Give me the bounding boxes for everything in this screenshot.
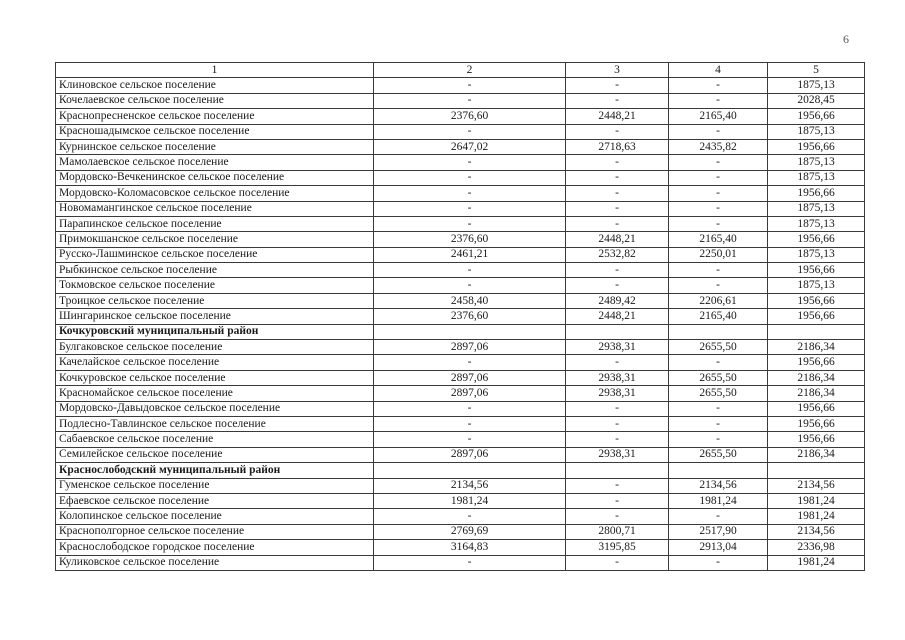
value-cell-c2: - bbox=[374, 355, 566, 370]
value-cell-c3: - bbox=[566, 216, 669, 231]
value-cell-c4: 2655,50 bbox=[669, 447, 768, 462]
value-cell-c5: 1981,24 bbox=[768, 555, 865, 570]
value-cell-c5: 2186,34 bbox=[768, 370, 865, 385]
column-header-2: 2 bbox=[374, 63, 566, 78]
settlement-name: Красношадымское сельское поселение bbox=[56, 124, 374, 139]
table-row bbox=[56, 447, 865, 462]
table-row bbox=[56, 278, 865, 293]
table-row bbox=[56, 139, 865, 154]
settlement-name: Парапинское сельское поселение bbox=[56, 216, 374, 231]
value-cell-c2: - bbox=[374, 401, 566, 416]
value-cell-c5: 1875,13 bbox=[768, 278, 865, 293]
value-cell-c2: - bbox=[374, 432, 566, 447]
column-header-3: 3 bbox=[566, 63, 669, 78]
value-cell-c4: 2517,90 bbox=[669, 524, 768, 539]
value-cell-c5: 1956,66 bbox=[768, 293, 865, 308]
settlement-name: Качелайское сельское поселение bbox=[56, 355, 374, 370]
value-cell-c2: 2897,06 bbox=[374, 447, 566, 462]
value-cell-c4: - bbox=[669, 355, 768, 370]
value-cell-c3: - bbox=[566, 432, 669, 447]
value-cell-c4: 2435,82 bbox=[669, 139, 768, 154]
value-cell-c4: - bbox=[669, 124, 768, 139]
value-cell-c5: 2186,34 bbox=[768, 447, 865, 462]
value-cell-c4: - bbox=[669, 201, 768, 216]
value-cell-c4: - bbox=[669, 416, 768, 431]
value-cell-c5: 1875,13 bbox=[768, 247, 865, 262]
settlement-name: Куликовское сельское поселение bbox=[56, 555, 374, 570]
settlement-name: Мордовско-Коломасовское сельское поселение bbox=[56, 186, 374, 201]
table-row bbox=[56, 78, 865, 93]
value-cell-c2: 1981,24 bbox=[374, 493, 566, 508]
value-cell-c4: - bbox=[669, 78, 768, 93]
value-cell-c2: 2458,40 bbox=[374, 293, 566, 308]
value-cell-c5: 2186,34 bbox=[768, 340, 865, 355]
table-row bbox=[56, 309, 865, 324]
value-cell-c3: 2938,31 bbox=[566, 447, 669, 462]
settlement-name: Краснопресненское сельское поселение bbox=[56, 109, 374, 124]
settlement-name: Сабаевское сельское поселение bbox=[56, 432, 374, 447]
table-row bbox=[56, 401, 865, 416]
value-cell-c3: - bbox=[566, 263, 669, 278]
table-row bbox=[56, 540, 865, 555]
empty-cell bbox=[374, 463, 566, 478]
value-cell-c3: 2448,21 bbox=[566, 309, 669, 324]
value-cell-c5: 1956,66 bbox=[768, 309, 865, 324]
value-cell-c3: - bbox=[566, 355, 669, 370]
value-cell-c3: 2938,31 bbox=[566, 370, 669, 385]
value-cell-c3: 2448,21 bbox=[566, 232, 669, 247]
table-row bbox=[56, 478, 865, 493]
value-cell-c4: - bbox=[669, 155, 768, 170]
empty-cell bbox=[768, 463, 865, 478]
settlement-name: Мамолаевское сельское поселение bbox=[56, 155, 374, 170]
value-cell-c3: - bbox=[566, 201, 669, 216]
value-cell-c3: - bbox=[566, 509, 669, 524]
table-row bbox=[56, 124, 865, 139]
value-cell-c3: - bbox=[566, 93, 669, 108]
value-cell-c2: - bbox=[374, 555, 566, 570]
value-cell-c3: - bbox=[566, 278, 669, 293]
table-row bbox=[56, 109, 865, 124]
table-row bbox=[56, 340, 865, 355]
value-cell-c2: - bbox=[374, 201, 566, 216]
settlement-name: Ефаевское сельское поселение bbox=[56, 493, 374, 508]
settlement-name: Клиновское сельское поселение bbox=[56, 78, 374, 93]
value-cell-c3: 2800,71 bbox=[566, 524, 669, 539]
value-cell-c3: - bbox=[566, 155, 669, 170]
settlement-name: Токмовское сельское поселение bbox=[56, 278, 374, 293]
value-cell-c5: 1875,13 bbox=[768, 78, 865, 93]
value-cell-c4: 2655,50 bbox=[669, 386, 768, 401]
settlement-name: Новомамангинское сельское поселение bbox=[56, 201, 374, 216]
value-cell-c2: 2134,56 bbox=[374, 478, 566, 493]
value-cell-c5: 1875,13 bbox=[768, 170, 865, 185]
value-cell-c3: - bbox=[566, 124, 669, 139]
settlement-name: Шингаринское сельское поселение bbox=[56, 309, 374, 324]
settlement-name: Рыбкинское сельское поселение bbox=[56, 263, 374, 278]
value-cell-c5: 1875,13 bbox=[768, 124, 865, 139]
table-row bbox=[56, 493, 865, 508]
empty-cell bbox=[374, 324, 566, 339]
column-header-5: 5 bbox=[768, 63, 865, 78]
value-cell-c2: - bbox=[374, 186, 566, 201]
empty-cell bbox=[669, 324, 768, 339]
value-cell-c2: - bbox=[374, 263, 566, 278]
column-header-1: 1 bbox=[56, 63, 374, 78]
table-row bbox=[56, 432, 865, 447]
value-cell-c2: - bbox=[374, 155, 566, 170]
value-cell-c2: - bbox=[374, 416, 566, 431]
settlement-name: Примокшанское сельское поселение bbox=[56, 232, 374, 247]
value-cell-c4: 2913,04 bbox=[669, 540, 768, 555]
value-cell-c4: - bbox=[669, 170, 768, 185]
value-cell-c4: 2250,01 bbox=[669, 247, 768, 262]
value-cell-c3: 2532,82 bbox=[566, 247, 669, 262]
settlement-name: Краснополгорное сельское поселение bbox=[56, 524, 374, 539]
table-row bbox=[56, 524, 865, 539]
value-cell-c5: 1875,13 bbox=[768, 201, 865, 216]
value-cell-c2: - bbox=[374, 93, 566, 108]
value-cell-c3: 2489,42 bbox=[566, 293, 669, 308]
value-cell-c4: - bbox=[669, 555, 768, 570]
value-cell-c4: - bbox=[669, 263, 768, 278]
section-title: Краснослободский муниципальный район bbox=[56, 463, 374, 478]
value-cell-c4: 2165,40 bbox=[669, 109, 768, 124]
empty-cell bbox=[669, 463, 768, 478]
table-row bbox=[56, 293, 865, 308]
value-cell-c5: 2134,56 bbox=[768, 524, 865, 539]
table-row bbox=[56, 186, 865, 201]
value-cell-c2: 2376,60 bbox=[374, 309, 566, 324]
value-cell-c3: 2448,21 bbox=[566, 109, 669, 124]
value-cell-c5: 1956,66 bbox=[768, 232, 865, 247]
table-row bbox=[56, 263, 865, 278]
settlement-name: Курнинское сельское поселение bbox=[56, 139, 374, 154]
value-cell-c4: - bbox=[669, 93, 768, 108]
table-body bbox=[56, 78, 865, 571]
table-row bbox=[56, 93, 865, 108]
value-cell-c5: 1956,66 bbox=[768, 416, 865, 431]
tariff-table bbox=[55, 62, 865, 571]
value-cell-c2: 2897,06 bbox=[374, 386, 566, 401]
table-row bbox=[56, 170, 865, 185]
value-cell-c2: 3164,83 bbox=[374, 540, 566, 555]
value-cell-c2: 2461,21 bbox=[374, 247, 566, 262]
table-row bbox=[56, 355, 865, 370]
value-cell-c2: 2647,02 bbox=[374, 139, 566, 154]
value-cell-c5: 2028,45 bbox=[768, 93, 865, 108]
value-cell-c4: 2165,40 bbox=[669, 232, 768, 247]
settlement-name: Краснослободское городское поселение bbox=[56, 540, 374, 555]
value-cell-c3: - bbox=[566, 170, 669, 185]
table-row bbox=[56, 555, 865, 570]
value-cell-c4: - bbox=[669, 509, 768, 524]
settlement-name: Мордовско-Давыдовское сельское поселение bbox=[56, 401, 374, 416]
value-cell-c2: 2376,60 bbox=[374, 109, 566, 124]
value-cell-c4: 2134,56 bbox=[669, 478, 768, 493]
value-cell-c4: 2165,40 bbox=[669, 309, 768, 324]
value-cell-c3: - bbox=[566, 555, 669, 570]
section-row bbox=[56, 463, 865, 478]
settlement-name: Русско-Лашминское сельское поселение bbox=[56, 247, 374, 262]
value-cell-c4: - bbox=[669, 401, 768, 416]
empty-cell bbox=[566, 324, 669, 339]
value-cell-c4: - bbox=[669, 186, 768, 201]
value-cell-c3: 2938,31 bbox=[566, 386, 669, 401]
value-cell-c4: - bbox=[669, 278, 768, 293]
value-cell-c5: 1981,24 bbox=[768, 493, 865, 508]
table-row bbox=[56, 201, 865, 216]
table-row bbox=[56, 386, 865, 401]
empty-cell bbox=[566, 463, 669, 478]
table-row bbox=[56, 247, 865, 262]
value-cell-c5: 2134,56 bbox=[768, 478, 865, 493]
table-row bbox=[56, 216, 865, 231]
value-cell-c3: - bbox=[566, 401, 669, 416]
settlement-name: Колопинское сельское поселение bbox=[56, 509, 374, 524]
settlement-name: Красномайское сельское поселение bbox=[56, 386, 374, 401]
value-cell-c3: - bbox=[566, 478, 669, 493]
value-cell-c2: - bbox=[374, 509, 566, 524]
table-row bbox=[56, 509, 865, 524]
settlement-name: Подлесно-Тавлинское сельское поселение bbox=[56, 416, 374, 431]
value-cell-c5: 1875,13 bbox=[768, 155, 865, 170]
value-cell-c4: 1981,24 bbox=[669, 493, 768, 508]
column-header-4: 4 bbox=[669, 63, 768, 78]
value-cell-c5: 1981,24 bbox=[768, 509, 865, 524]
value-cell-c5: 1956,66 bbox=[768, 139, 865, 154]
value-cell-c5: 2186,34 bbox=[768, 386, 865, 401]
value-cell-c5: 1875,13 bbox=[768, 216, 865, 231]
settlement-name: Троицкое сельское поселение bbox=[56, 293, 374, 308]
value-cell-c5: 1956,66 bbox=[768, 355, 865, 370]
table-row bbox=[56, 155, 865, 170]
value-cell-c5: 2336,98 bbox=[768, 540, 865, 555]
value-cell-c5: 1956,66 bbox=[768, 432, 865, 447]
value-cell-c5: 1956,66 bbox=[768, 263, 865, 278]
value-cell-c3: 2718,63 bbox=[566, 139, 669, 154]
empty-cell bbox=[768, 324, 865, 339]
settlement-name: Семилейское сельское поселение bbox=[56, 447, 374, 462]
value-cell-c2: 2897,06 bbox=[374, 340, 566, 355]
value-cell-c3: - bbox=[566, 78, 669, 93]
value-cell-c2: - bbox=[374, 78, 566, 93]
value-cell-c3: - bbox=[566, 493, 669, 508]
value-cell-c2: 2897,06 bbox=[374, 370, 566, 385]
value-cell-c3: 2938,31 bbox=[566, 340, 669, 355]
value-cell-c4: 2655,50 bbox=[669, 370, 768, 385]
value-cell-c4: - bbox=[669, 432, 768, 447]
table-row bbox=[56, 416, 865, 431]
table-header-row bbox=[56, 63, 865, 78]
settlement-name: Мордовско-Вечкенинское сельское поселение bbox=[56, 170, 374, 185]
value-cell-c3: 3195,85 bbox=[566, 540, 669, 555]
value-cell-c3: - bbox=[566, 416, 669, 431]
value-cell-c5: 1956,66 bbox=[768, 186, 865, 201]
value-cell-c4: 2206,61 bbox=[669, 293, 768, 308]
value-cell-c2: 2376,60 bbox=[374, 232, 566, 247]
value-cell-c2: - bbox=[374, 278, 566, 293]
value-cell-c2: - bbox=[374, 216, 566, 231]
value-cell-c4: - bbox=[669, 216, 768, 231]
value-cell-c5: 1956,66 bbox=[768, 401, 865, 416]
table-row bbox=[56, 370, 865, 385]
section-title: Кочкуровский муниципальный район bbox=[56, 324, 374, 339]
value-cell-c2: 2769,69 bbox=[374, 524, 566, 539]
value-cell-c3: - bbox=[566, 186, 669, 201]
settlement-name: Булгаковское сельское поселение bbox=[56, 340, 374, 355]
settlement-name: Кочкуровское сельское поселение bbox=[56, 370, 374, 385]
settlement-name: Кочелаевское сельское поселение bbox=[56, 93, 374, 108]
value-cell-c4: 2655,50 bbox=[669, 340, 768, 355]
page-number: 6 bbox=[843, 32, 849, 46]
value-cell-c2: - bbox=[374, 170, 566, 185]
section-row bbox=[56, 324, 865, 339]
settlement-name: Гуменское сельское поселение bbox=[56, 478, 374, 493]
value-cell-c5: 1956,66 bbox=[768, 109, 865, 124]
table-row bbox=[56, 232, 865, 247]
value-cell-c2: - bbox=[374, 124, 566, 139]
